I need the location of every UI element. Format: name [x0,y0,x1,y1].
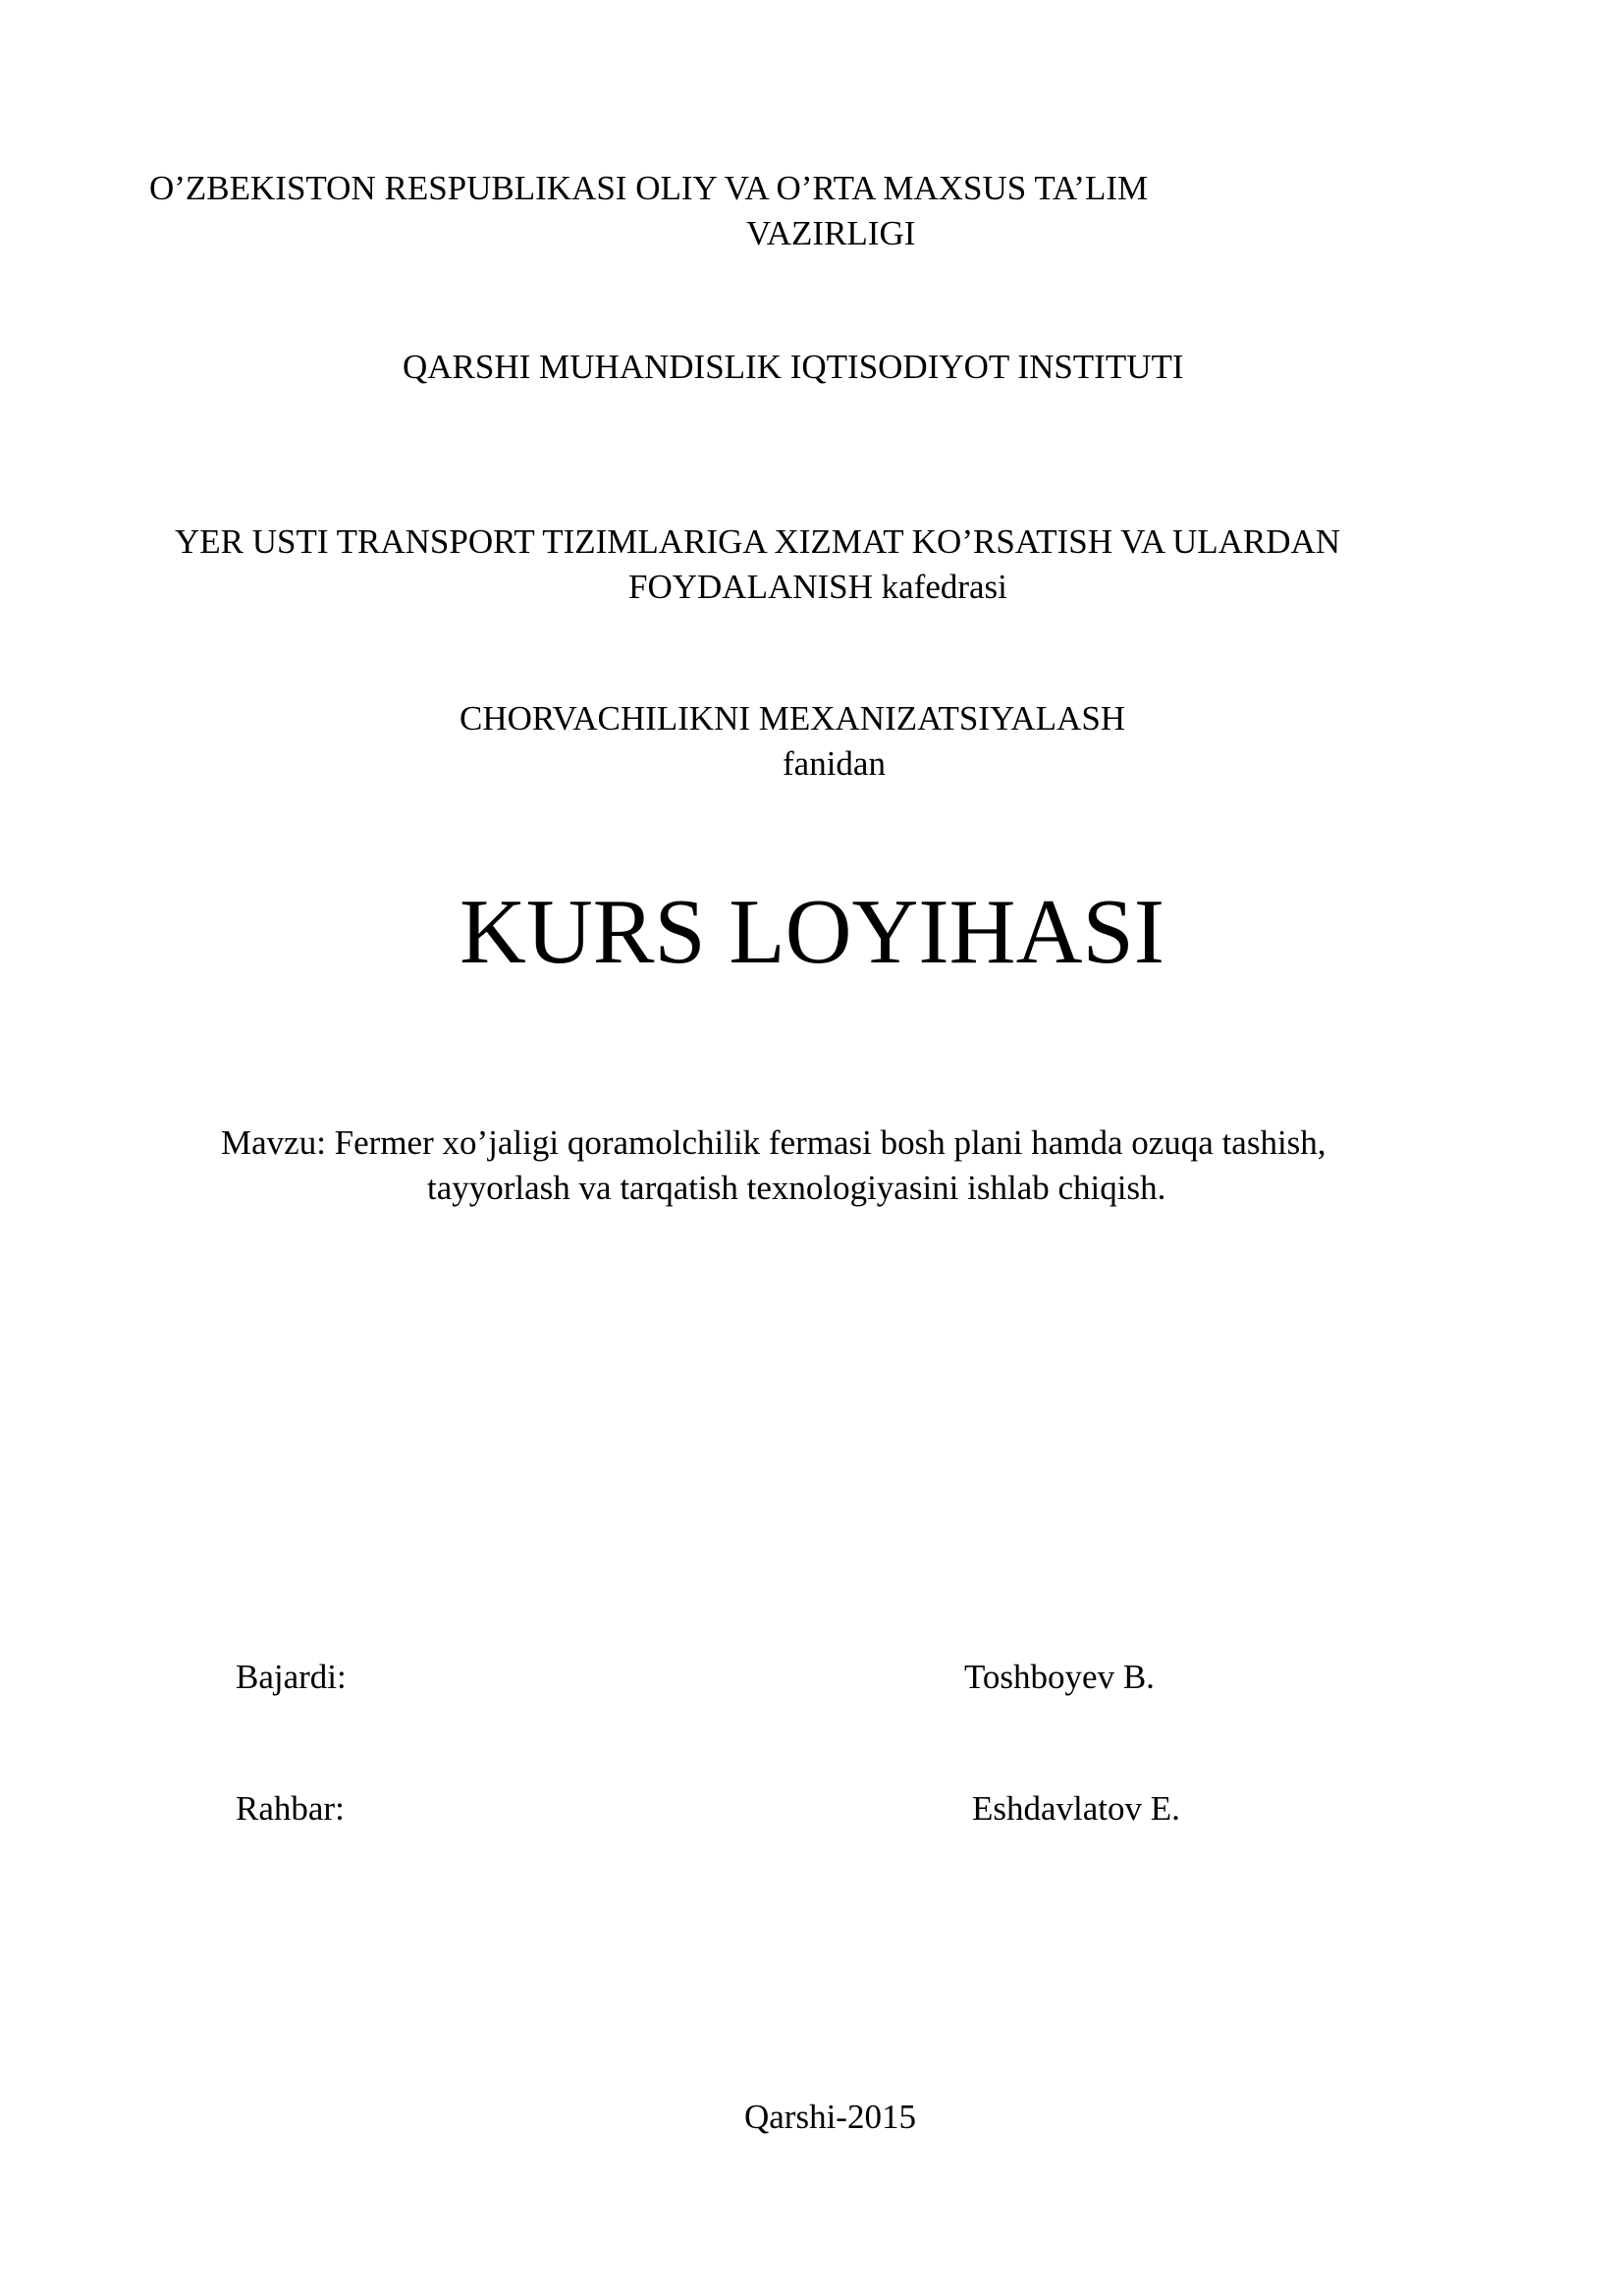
supervisor-name: Eshdavlatov E. [972,1789,1180,1828]
subject-suffix: fanidan [783,744,886,783]
performer-name: Toshboyev B. [964,1658,1155,1696]
institute-name: QARSHI MUHANDISLIK IQTISODIYOT INSTITUTI [403,348,1184,386]
supervisor-label: Rahbar: [236,1789,345,1828]
topic-line-2: tayyorlash va tarqatish texnologiyasini ishlab chiqish. [427,1169,1166,1207]
city-year: Qarshi-2015 [744,2098,916,2136]
document-title: KURS LOYIHASI [459,881,1165,983]
ministry-line-1: O’ZBEKISTON RESPUBLIKASI OLIY VA O’RTA MAXSUS TA’LIM [149,169,1149,207]
topic-line-1: Mavzu: Fermer xo’jaligi qoramolchilik fermasi bosh plani hamda ozuqa tashish, [221,1123,1326,1162]
performer-label: Bajardi: [236,1658,347,1696]
subject-name: CHORVACHILIKNI MEXANIZATSIYALASH [460,699,1126,738]
department-line-2: FOYDALANISH kafedrasi [628,568,1007,606]
department-line-1: YER USTI TRANSPORT TIZIMLARIGA XIZMAT KO’RSATISH VA ULARDAN [175,522,1341,561]
ministry-line-2: VAZIRLIGI [746,214,916,252]
